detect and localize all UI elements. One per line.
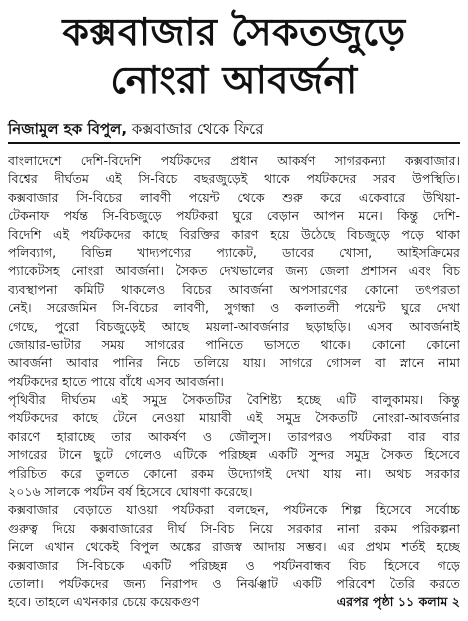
byline	[8, 119, 460, 139]
byline-author: নিজামুল হক বিপুল,	[8, 120, 128, 138]
body-line: বাংলাদেশে দেশি-বিদেশি পর্যটকদের প্রধান আকর্ষণ সাগরকন্যা কক্সবাজার।	[8, 153, 460, 168]
body-line: বিশ্বের দীর্ঘতম এই সি-বিচে বছরজুড়েই থাকে পর্যটকদের সরব উপস্থিতি।	[8, 171, 460, 187]
body-line: জোয়ার-ভাটার সময় সাগরের পানিতে ভাসতে থাকে। কোনো কোনো	[8, 336, 460, 352]
body-line: ব্যবস্থাপনা কমিটি থাকলেও বিচের আবর্জনা অপসারণের কোনো তৎপরতা	[8, 281, 460, 297]
body-line: কক্সবাজার বেড়াতে যাওয়া পর্যটকরা বলছেন, পর্যটনকে শিল্প হিসেবে সর্বোচ্চ	[8, 502, 460, 518]
body-line-last	[8, 593, 460, 611]
body-line: পর্যটকদের হাতে পায়ে বাঁধে এসব আবর্জনা।	[8, 373, 224, 389]
headline-line-1: কক্সবাজার সৈকতজুড়ে	[62, 10, 406, 54]
body-line: নিলে এখান থেকেই বিপুল অঙ্কের রাজস্ব আদায় সম্ভব। এর প্রথম শর্তই হচ্ছে	[8, 539, 460, 555]
body-line: প্যাকেটসহ নোংরা আবর্জনা। সৈকত দেখভালের জন্য জেলা প্রশাসন এবং বিচ	[8, 263, 460, 279]
body-line: আবর্জনা আবার পানির নিচে তলিয়ে যায়। সাগরে গোসল বা স্নানে নামা	[8, 355, 460, 371]
body-line: গেছে, পুরো বিচজুড়েই আছে ময়লা-আবর্জনার ছড়াছড়ি। এসব আবর্জনাই	[8, 318, 460, 334]
body-line: পরিচিত করে তুলতে কোনো রকম উদ্যোগই দেখা যায় না। অথচ সরকার	[8, 465, 460, 481]
body-line: পৃথিবীর দীর্ঘতম এই সমুদ্র সৈকতটির বৈশিষ্ট্য হচ্ছে এটি বালুকাময়। কিন্তু	[8, 392, 460, 408]
body-line: পলিব্যাগ, বিভিন্ন খাদ্যপণ্যের প্যাকেট, ডাবের খোসা, আইসক্রিমের	[8, 244, 460, 260]
body-line: বিদেশি এই পর্যটকদের কাছে বিরক্তির কারণ হয়ে উঠেছে বিচজুড়ে পড়ে থাকা	[8, 226, 460, 242]
body-line: কক্সবাজার সি-বিচকে একটি পরিচ্ছন্ন ও পর্যটনবান্ধব বিচ হিসেবে গড়ে	[8, 557, 460, 573]
body-line: গুরুত্ব দিয়ে কক্সবাজারের দীর্ঘ সি-বিচ নিয়ে সরকার নানা রকম পরিকল্পনা	[8, 520, 460, 536]
headline	[0, 8, 468, 104]
body-line-text: হবে। তাহলে এখনকার চেয়ে কয়েকগুণ	[8, 594, 200, 610]
body-line: সাগরের টানে ছুটে গেলেও এটিকে পরিচ্ছন্ন একটি সুন্দর সমুদ্র সৈকত হিসেবে	[8, 447, 460, 463]
body-line: কারণে হারাচ্ছে তার আকর্ষণ ও জৌলুস। তারপরও পর্যটকরা বার বার	[8, 428, 460, 444]
continuation-note[interactable]: এরপর পৃষ্ঠা ১১ কলাম ২	[336, 594, 460, 610]
byline-location: কক্সবাজার থেকে ফিরে	[131, 120, 264, 138]
body-line: ২০১৬ সালকে পর্যটন বর্ষ হিসেবে ঘোষণা করেছে।	[8, 484, 253, 500]
byline-divider	[8, 142, 460, 144]
body-line: কক্সবাজার সি-বিচের লাবণী পয়েন্ট থেকে শুরু করে একেবারে উখিয়া-	[8, 189, 460, 205]
body-line: টেকনাফ পর্যন্ত সি-বিচজুড়ে পর্যটকরা ঘুরে বেড়ান আপন মনে। কিন্তু দেশি-	[8, 208, 460, 224]
headline-line-2: নোংরা আবর্জনা	[110, 58, 358, 102]
body-line: তোলা। পর্যটকদের জন্য নিরাপদ ও নির্ঝঞ্ঝাট একটি পরিবেশ তৈরি করতে	[8, 575, 460, 591]
body-line: নেই। সরেজমিন সি-বিচের লাবণী, সুগন্ধা ও কলাতলী পয়েন্ট ঘুরে দেখা	[8, 300, 460, 316]
article-body	[8, 152, 460, 612]
body-line: পর্যটকদের কাছে টেনে নেওয়া মায়াবী এই সমুদ্র সৈকতটি নোংরা-আবর্জনার	[8, 410, 460, 426]
